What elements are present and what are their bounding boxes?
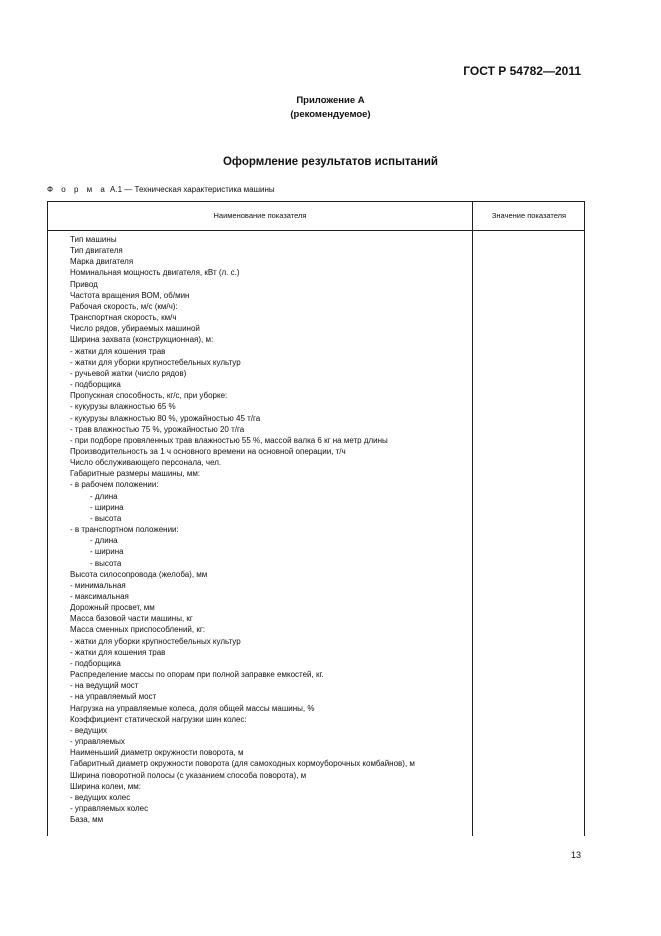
table-row: - на ведущий мост <box>70 681 139 691</box>
section-title: Оформление результатов испытаний <box>222 156 439 168</box>
table-row: Номинальная мощность двигателя, кВт (л. с.) <box>70 268 240 278</box>
table-row: - ведущих колес <box>70 792 131 802</box>
table-row: - ширина <box>90 502 124 512</box>
table-row: Масса сменных приспособлений, кг: <box>70 625 205 635</box>
table-row: Наименьший диаметр окружности поворота, м <box>70 748 244 758</box>
column-header-value: Значение показателя <box>491 211 567 220</box>
table-row: - кукурузы влажностью 80 %, урожайностью 45 т/га <box>70 413 261 423</box>
table-row: - ведущих <box>70 725 108 735</box>
table-row: Число рядов, убираемых машиной <box>70 324 200 334</box>
table-row: - жатки для уборки крупностебельных культур <box>70 636 241 646</box>
table-row: - управляемых колес <box>70 803 149 813</box>
table-row: Дорожный просвет, мм <box>70 603 155 613</box>
table-row: - высота <box>90 558 122 568</box>
appendix-title: Приложение А <box>296 95 365 106</box>
table-row: - ширина <box>90 547 124 557</box>
form-caption-text: А.1 — Техническая характеристика машины <box>107 185 275 194</box>
table-row: Рабочая скорость, м/с (км/ч): <box>70 301 178 311</box>
table-row: - подборщика <box>70 380 121 390</box>
table-row: Число обслуживающего персонала, чел. <box>70 458 222 468</box>
table-row: Привод <box>70 279 98 289</box>
column-header-name: Наименование показателя <box>213 211 307 220</box>
table-row: Пропускная способность, кг/с, при уборке: <box>70 391 228 401</box>
table-row: - минимальная <box>70 580 126 590</box>
table-row: Ширина поворотной полосы (с указанием способа поворота), м <box>70 770 307 780</box>
table-row: - на управляемый мост <box>70 692 157 702</box>
table-row: - подборщика <box>70 658 121 668</box>
table-rows <box>70 234 468 825</box>
header-divider <box>48 230 584 231</box>
table-row: - жатки для кошения трав <box>70 647 166 657</box>
table-row: Габаритный диаметр окружности поворота (для самоходных кормоуборочных комбайнов), м <box>70 759 415 769</box>
table-row: Ширина захвата (конструкционная), м: <box>70 335 214 345</box>
column-divider <box>472 202 473 836</box>
characteristics-table <box>47 201 585 836</box>
table-row: - кукурузы влажностью 65 % <box>70 402 176 412</box>
table-row: - при подборе провяленных трав влажностью 55 %, массой валка 6 кг на метр длины <box>70 435 388 445</box>
table-row: База, мм <box>70 815 104 825</box>
table-row: - трав влажностью 75 %, урожайностью 20 т/га <box>70 424 245 434</box>
table-row: - жатки для уборки крупностебельных культур <box>70 357 241 367</box>
table-row: Нагрузка на управляемые колеса, доля общей массы машины, % <box>70 703 315 713</box>
table-row: Распределение массы по опорам при полной заправке емкостей, кг. <box>70 670 324 680</box>
page-number: 13 <box>570 850 581 860</box>
table-row: Тип машины <box>70 235 117 244</box>
appendix-subtitle: (рекомендуемое) <box>290 109 371 120</box>
form-caption-prefix: Ф о р м а <box>47 185 108 194</box>
table-row: Частота вращения ВОМ, об/мин <box>70 290 190 300</box>
table-row: Высота силосопровода (желоба), мм <box>70 569 208 579</box>
appendix-heading <box>0 94 661 122</box>
table-row: Габаритные размеры машины, мм: <box>70 469 201 479</box>
form-caption <box>47 185 275 194</box>
table-row: Производительность за 1 ч основного времени на основной операции, т/ч <box>70 446 346 456</box>
table-row: - в транспортном положении: <box>70 525 179 535</box>
table-row: Марка двигателя <box>70 257 134 267</box>
table-row: - управляемых <box>70 737 125 747</box>
table-row: Транспортная скорость, км/ч <box>70 313 177 323</box>
table-row: Коэффициент статической нагрузки шин колес: <box>70 714 247 724</box>
table-row: - в рабочем положении: <box>70 480 159 490</box>
document-code: ГОСТ Р 54782—2011 <box>463 64 581 78</box>
table-row: - длина <box>90 491 118 501</box>
table-row: - высота <box>90 513 122 523</box>
table-row: Ширина колеи, мм: <box>70 781 141 791</box>
table-row: Масса базовой части машины, кг <box>70 614 193 624</box>
table-row: - длина <box>90 536 118 546</box>
table-row: - максимальная <box>70 592 129 601</box>
table-row: - ручьевой жатки (число рядов) <box>70 368 187 378</box>
table-row: Тип двигателя <box>70 246 123 256</box>
table-row: - жатки для кошения трав <box>70 346 166 356</box>
